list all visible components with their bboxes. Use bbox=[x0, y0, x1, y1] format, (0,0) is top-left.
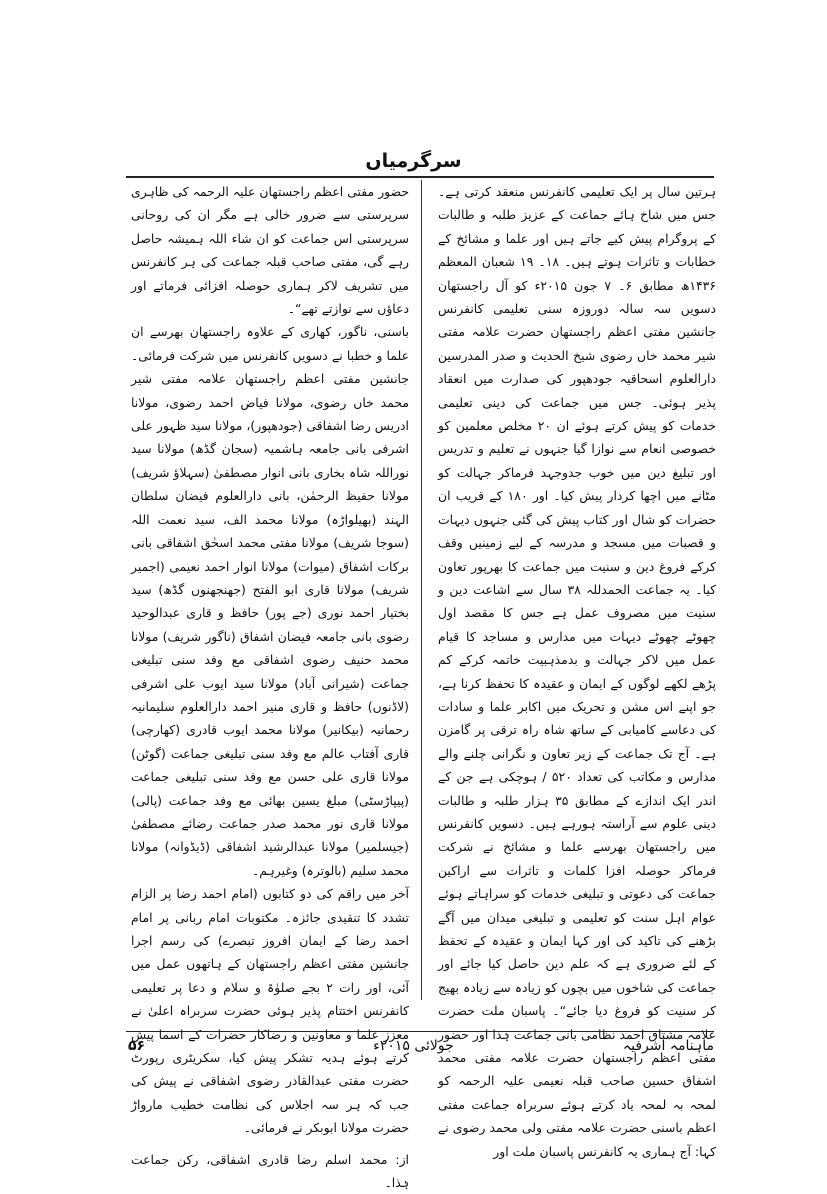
section-title: سرگرمیاں bbox=[365, 150, 462, 172]
article-paragraph: ہرتین سال پر ایک تعلیمی کانفرنس منعقد کرتی ہے۔ جس میں شاخ ہائے جماعت کے عزیز طلبہ و طالبات کے پروگرام پیش کیے جاتے ہیں اور علما و مشائخ کے خطابات و تاثرات ہوتے ہیں۔ ۱۸۔ ۱۹ شعبان المعظم ۱۴۳۶ھ مطابق ۶۔ ۷ جون ۲۰۱۵ء کو آل راجستھان دسویں سہ سالہ دوروزہ سنی تعلیمی کانفرنس جانشین مفتی اعظم راجستھان حضرت علامہ مفتی شیر محمد خاں رضوی شیخ الحدیث و صدر المدرسین دارالعلوم اسحاقیہ جودھپور کی صدارت میں انعقاد پذیر ہوئی۔ جس میں جماعت کی دینی تعلیمی خدمات کو پیش کرتے ہوئے ان ۲۰ مخلص معلمین کو خصوصی انعام سے نوازا گیا جنہوں نے تعلیم و تدریس اور تبلیغ دین میں خوب جدوجہد فرماکر جہالت کو مٹانے میں اچھا کردار پیش کیا۔ اور ۱۸۰ کے قریب ان حضرات کو شال اور کتاب پیش کی گئی جنہوں دیہات و قصبات میں مسجد و مدرسہ کے لیے زمینیں وقف کرکے فروغ دین و سنیت میں جماعت کا بھرپور تعاون کیا۔ یہ جماعت الحمدللہ ۳۸ سال سے اشاعت دین و سنیت میں مصروف عمل ہے جس کا مقصد اول چھوٹے چھوٹے دیہات میں مدارس و مساجد کا قیام عمل میں لاکر جہالت و بدمذہبیت خاتمہ کرکے کم پڑھے لکھے لوگوں کے ایمان و عقیدہ کا تحفظ کرنا ہے، جو اپنے اس مشن و تحریک میں اکابر علما و سادات کی دعاسے کامیابی کے ساتھ شاہ راہ ترقی پر گامزن ہے۔ آج تک جماعت کے زیر تعاون و نگرانی چلنے والے مدارس و مکاتب کی تعداد ۵۲۰ / ہوچکی ہے جن کے اندر ایک اندازے کے مطابق ۳۵ ہزار طلبہ و طالبات دینی علوم سے آراستہ ہورہے ہیں۔ دسویں کانفرنس میں راجستھان بھرسے علما و مشائخ نے شرکت فرماکر حوصلہ افزا کلمات و تاثرات سے اراکین جماعت کی دعوتی و تبلیغی خدمات کو سراہاتے ہوئے عوام اہل سنت کو تعلیمی و تبلیغی میدان میں آگے بڑھنے کی تاکید کی اور کہا ایمان و عقیدہ کے تحفظ کے لئے ضروری ہے کہ علم دین حاصل کیا جائے اور جماعت کی شاخوں میں بچوں کو زیادہ سے زیادہ بھیج کر سنیت کو فروغ دیا جائے“۔ پاسبان ملت حضرت علامہ مشتاق احمد نظامی بانی جماعت ہٰذا اور حضور مفتی اعظم راجستھان حضرت علامہ مفتی محمد اشفاق حسین صاحب قبلہ نعیمی علیہ الرحمہ کو لمحہ بہ لمحہ یاد کرتے ہوئے سربراہ جماعت مفتی اعظم باسنی حضرت علامہ مفتی ولی محمد رضوی نے کہا: آج ہماری یہ کانفرنس پاسبان ملت اور bbox=[438, 184, 716, 1159]
author-signature: از: محمد اسلم رضا قادری اشفاقی، رکن جماعت ہٰذا۔ bbox=[131, 1151, 409, 1191]
article-paragraph: باسنی، ناگور، کھاری کے علاوہ راجستھان بھرسے ان علما و خطبا نے دسویں کانفرنس میں شرکت فرمائی۔ جانشین مفتی اعظم راجستھان علامہ مفتی شیر محمد خاں رضوی، مولانا فیاض احمد رضوی، مولانا ادریس رضا اشفاقی (جودھپور)، مولانا سید ظہور علی اشرفی بانی جامعہ ہاشمیہ (سجان گڈھ) مولانا سید نوراللہ شاہ بخاری بانی انوار مصطفیٰ (سہلاؤ شریف) مولانا حفیظ الرحمٰن، بانی دارالعلوم فیضان سلطان الہند (بھیلواڑہ) مولانا محمد الف، سید نعمت اللہ (سوجا شریف) مولانا مفتی محمد اسحٰق اشفاقی بانی برکات اشفاق (میوات) مولانا انوار احمد نعیمی (اجمیر شریف) مولانا قاری ابو الفتح (جھنجھنوں گڈھ) سید بختیار احمد نوری (جے پور) حافظ و قاری عبدالوحید رضوی بانی جامعہ فیضان اشفاق (ناگور شریف) مولانا محمد حنیف رضوی اشفاقی مع وفد سنی تبلیغی جماعت (شیرانی آباد) مولانا سید ایوب علی اشرفی (لاڈنوں) حافظ و قاری منیر احمد دارالعلوم سلیمانیہ رحمانیہ (بیکانیر) مولانا محمد ایوب قادری (کھارچی) قاری آفتاب عالم مع وفد سنی تبلیغی جماعت (گوٹن) مولانا قاری علی حسن مع وفد سنی تبلیغی جماعت (پیپاڑسٹی) مبلغ یسین بھائی مع وفد جماعت (پالی) مولانا قاری نور محمد صدر جماعت رضائے مصطفیٰ (جیسلمیر) مولانا عبدالرشید اشفاقی (ڈیڈوانہ) مولانا محمد سلیم (بالوترہ) وغیرہم۔ bbox=[131, 324, 409, 878]
article-paragraph: آخر میں راقم کی دو کتابوں (امام احمد رضا پر الزام تشدد کا تنقیدی جائزہ۔ مکتوبات امام ربانی پر امام احمد رضا کے ایمان افروز تبصرے) کی رسم اجرا جانشین مفتی اعظم راجستھان کے ہاتھوں عمل میں آئی، اور رات ۲ بجے صلوٰۃ و سلام و دعا پر تعلیمی کانفرنس اختتام پذیر ہوئی حضرت سربراہ اعلیٰ نے معزز علما و معاونین و رضاکار حضرات کے اسما پیش کرتے ہوئے ہدیہ تشکر پیش کیا، سکریٹری رپورٹ حضرت مفتی عبدالقادر رضوی اشفاقی نے پیش کی جب کہ ہر سہ اجلاس کی نظامت خطیب مارواڑ حضرت مولانا ابوبکر نے فرمائی۔ bbox=[131, 886, 409, 1136]
column-divider bbox=[421, 180, 422, 1000]
header-rule bbox=[126, 176, 714, 178]
magazine-name: ماہنامہ اشرفیہ bbox=[622, 1038, 714, 1054]
footer-rule bbox=[126, 1031, 714, 1032]
article-right-column bbox=[438, 180, 716, 1163]
article-paragraph: حضور مفتی اعظم راجستھان علیہ الرحمہ کی ظاہری سرپرستی سے ضرور خالی ہے مگر ان کی روحانی سرپرستی اس جماعت کو ان شاء اللہ ہمیشہ حاصل رہے گی، مفتی صاحب قبلہ جماعت کی ہر کانفرنس میں تشریف لاکر ہماری حوصلہ افزائی فرماتے اور دعاؤں سے نوازتے تھے“۔ bbox=[131, 184, 409, 317]
issue-date: جولائی ۲۰۱۵ء bbox=[373, 1038, 454, 1054]
page-number: ۵۶ bbox=[128, 1038, 146, 1054]
